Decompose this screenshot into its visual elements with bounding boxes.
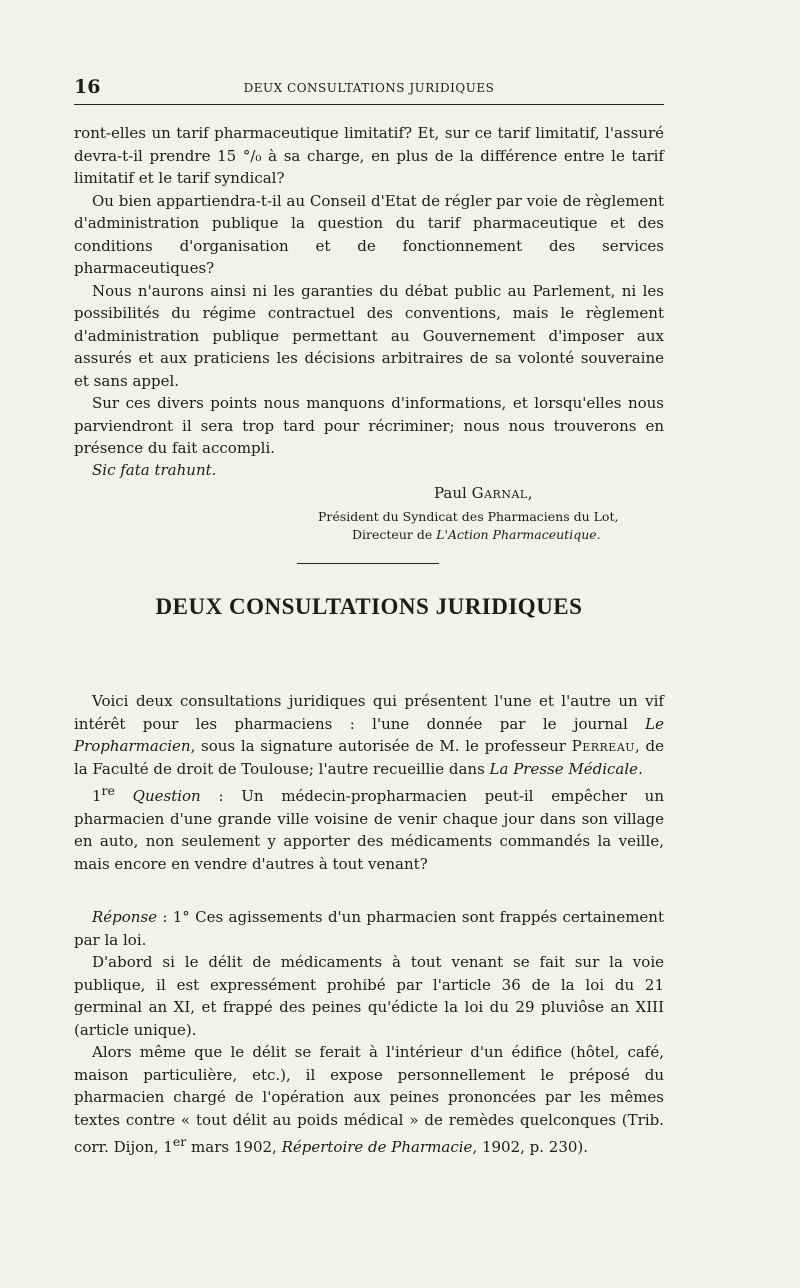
header-rule [74, 104, 664, 105]
consultation-intro [74, 690, 664, 875]
continued-article [74, 122, 664, 460]
running-head: DEUX CONSULTATIONS JURIDIQUES [243, 81, 495, 95]
section-title: DEUX CONSULTATIONS JURIDIQUES [155, 594, 583, 619]
answer-paragraph: Réponse : 1° Ces agissements d'un pharmacien sont frappés certainement par la loi. [74, 908, 664, 949]
page-number: 16 [74, 76, 101, 98]
paragraph: D'abord si le délit de médicaments à tout venant se fait sur la voie publique, il est expressément prohibé par l'article 36 de la loi du 21 germinal an XI, et frappé des peines qu'édicte la loi du 29 pluviôse an XIII (article unique). [74, 953, 664, 1039]
paragraph: Nous n'aurons ainsi ni les garanties du débat public au Parlement, ni les possibilités du régime contractuel des conventions, mais le règlement d'administration publique permettant au Gouvernement d'imposer aux assurés et aux praticiens les décisions arbitraires de sa volonté souveraine et sans appel. [74, 281, 664, 390]
signature-name: Paul Garnal, [434, 484, 533, 502]
page-header [74, 76, 664, 98]
paragraph: Voici deux consultations juridiques qui présentent l'une et l'autre un vif intérêt pour les pharmaciens : l'une donnée par le journal Le Propharmacien, sous la signature autorisée de M. le professeur Perreau, de la Faculté de droit de Toulouse; l'autre recueillie dans La Presse Médicale. [74, 692, 664, 778]
signature-line: Directeur de L'Action Pharmaceutique. [352, 527, 601, 542]
latin-motto: Sic fata trahunt. [92, 461, 217, 479]
paragraph: Ou bien appartiendra-t-il au Conseil d'Etat de régler par voie de règlement d'administration publique la question du tarif pharmaceutique et des conditions d'organisation et de fonctionnement des services pharmaceutiques? [74, 191, 664, 277]
signature-title [318, 508, 664, 544]
consultation-answer [74, 906, 664, 1159]
section-divider [297, 563, 439, 564]
signature-line: Président du Syndicat des Pharmaciens du Lot, [318, 509, 619, 524]
paragraph: Sur ces divers points nous manquons d'informations, et lorsqu'elles nous parviendront il sera trop tard pour récriminer; nous nous trouverons en présence du fait accompli. [74, 394, 664, 457]
paragraph: ront-elles un tarif pharmaceutique limitatif? Et, sur ce tarif limitatif, l'assuré devra-t-il prendre 15 °/₀ à sa charge, en plus de la différence entre le tarif limitatif et le tarif syndical? [74, 124, 664, 187]
question-paragraph: 1re Question : Un médecin-propharmacien peut-il empêcher un pharmacien d'une grande ville voisine de venir chaque jour dans son village en auto, non seulement y apporter des médicaments commandés la veille, mais encore en vendre d'autres à tout venant? [74, 783, 664, 873]
paragraph: Alors même que le délit se ferait à l'intérieur d'un édifice (hôtel, café, maison particulière, etc.), il expose personnellement le préposé du pharmacien chargé de l'opération aux peines prononcées par les mêmes textes contre « tout délit au poids médical » de remèdes quelconques (Trib. corr. Dijon, 1er mars 1902, Répertoire de Pharmacie, 1902, p. 230). [74, 1043, 664, 1156]
